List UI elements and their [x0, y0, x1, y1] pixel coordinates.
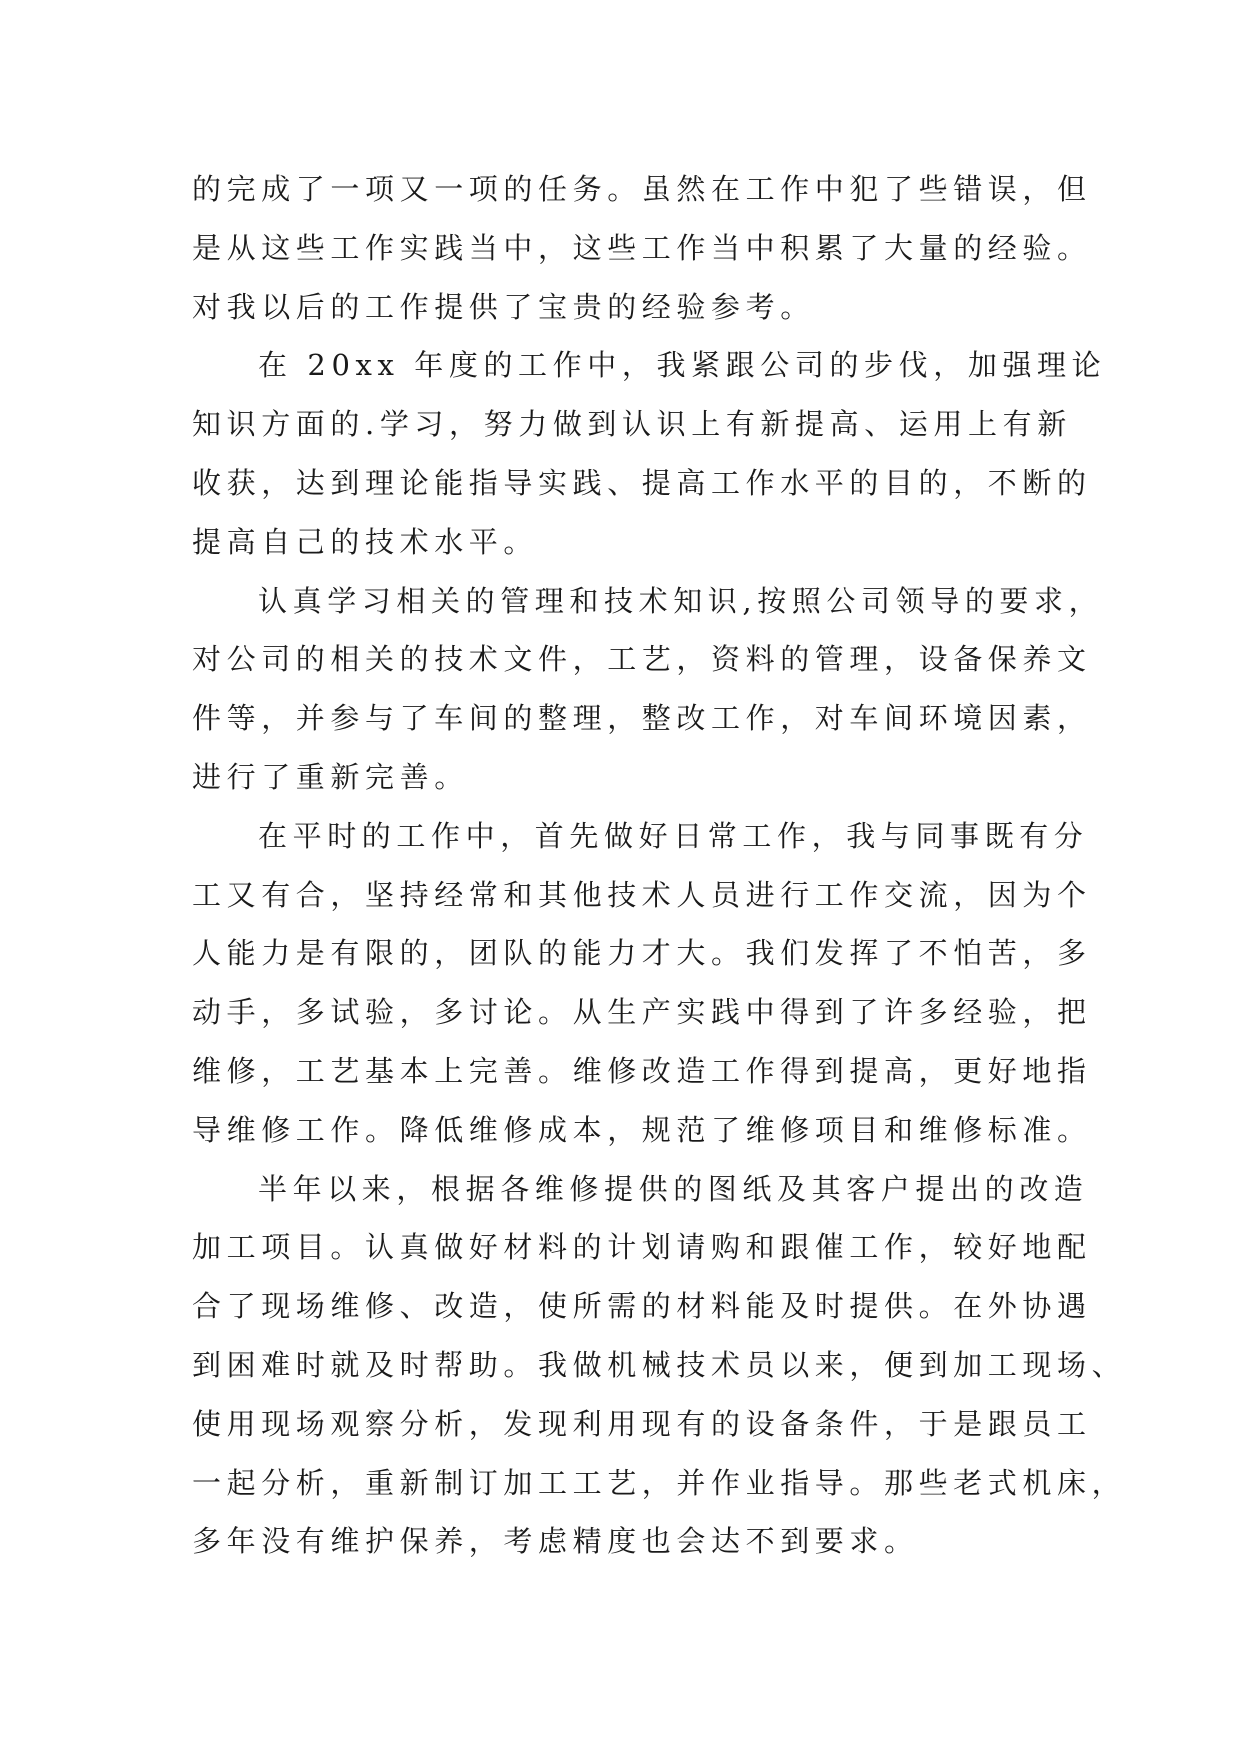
text-line: 到困难时就及时帮助。我做机械技术员以来，便到加工现场、: [192, 1347, 1127, 1382]
paragraph-4: [192, 807, 1092, 1160]
text-line: 多年没有维护保养，考虑精度也会达不到要求。: [192, 1524, 919, 1559]
paragraph-5: [192, 1160, 1127, 1572]
text-line: 的完成了一项又一项的任务。虽然在工作中犯了些错误，但: [192, 172, 1092, 206]
text-line: 工又有合，坚持经常和其他技术人员进行工作交流，因为个: [192, 877, 1092, 912]
text-line: 对我以后的工作提供了宝贵的经验参考。: [192, 289, 815, 324]
text-line: 进行了重新完善。: [192, 759, 469, 794]
text-line: 提高自己的技术水平。: [192, 524, 539, 559]
text-line: 件等，并参与了车间的整理，整改工作，对车间环境因素，: [192, 701, 1092, 736]
text-line: 合了现场维修、改造，使所需的材料能及时提供。在外协遇: [192, 1289, 1092, 1324]
text-line: 认真学习相关的管理和技术知识,按照公司领导的要求，: [258, 583, 1104, 618]
paragraph-2: [192, 336, 1107, 571]
text-line: 是从这些工作实践当中，这些工作当中积累了大量的经验。: [192, 230, 1092, 265]
text-line: 半年以来，根据各维修提供的图纸及其客户提出的改造: [258, 1171, 1089, 1206]
text-line: 动手，多试验，多讨论。从生产实践中得到了许多经验，把: [192, 995, 1092, 1030]
text-line: 收获，达到理论能指导实践、提高工作水平的目的，不断的: [192, 465, 1092, 500]
text-line: 在平时的工作中，首先做好日常工作，我与同事既有分: [258, 818, 1089, 853]
document-body: [192, 160, 1127, 1571]
paragraph-3: [192, 572, 1104, 807]
text-line: 使用现场观察分析，发现利用现有的设备条件，于是跟员工: [192, 1406, 1092, 1441]
text-line: 导维修工作。降低维修成本，规范了维修项目和维修标准。: [192, 1112, 1092, 1147]
text-line: 一起分析，重新制订加工工艺，并作业指导。那些老式机床，: [192, 1465, 1127, 1500]
text-line: 维修，工艺基本上完善。维修改造工作得到提高，更好地指: [192, 1053, 1092, 1088]
text-line: 对公司的相关的技术文件，工艺，资料的管理，设备保养文: [192, 642, 1092, 677]
text-line: 在 20xx 年度的工作中，我紧跟公司的步伐，加强理论: [258, 348, 1107, 383]
text-line: 知识方面的.学习，努力做到认识上有新提高、运用上有新: [192, 407, 1072, 442]
text-line: 人能力是有限的，团队的能力才大。我们发挥了不怕苦，多: [192, 936, 1092, 971]
text-line: 加工项目。认真做好材料的计划请购和跟催工作，较好地配: [192, 1230, 1092, 1265]
paragraph-1: [192, 160, 1092, 336]
